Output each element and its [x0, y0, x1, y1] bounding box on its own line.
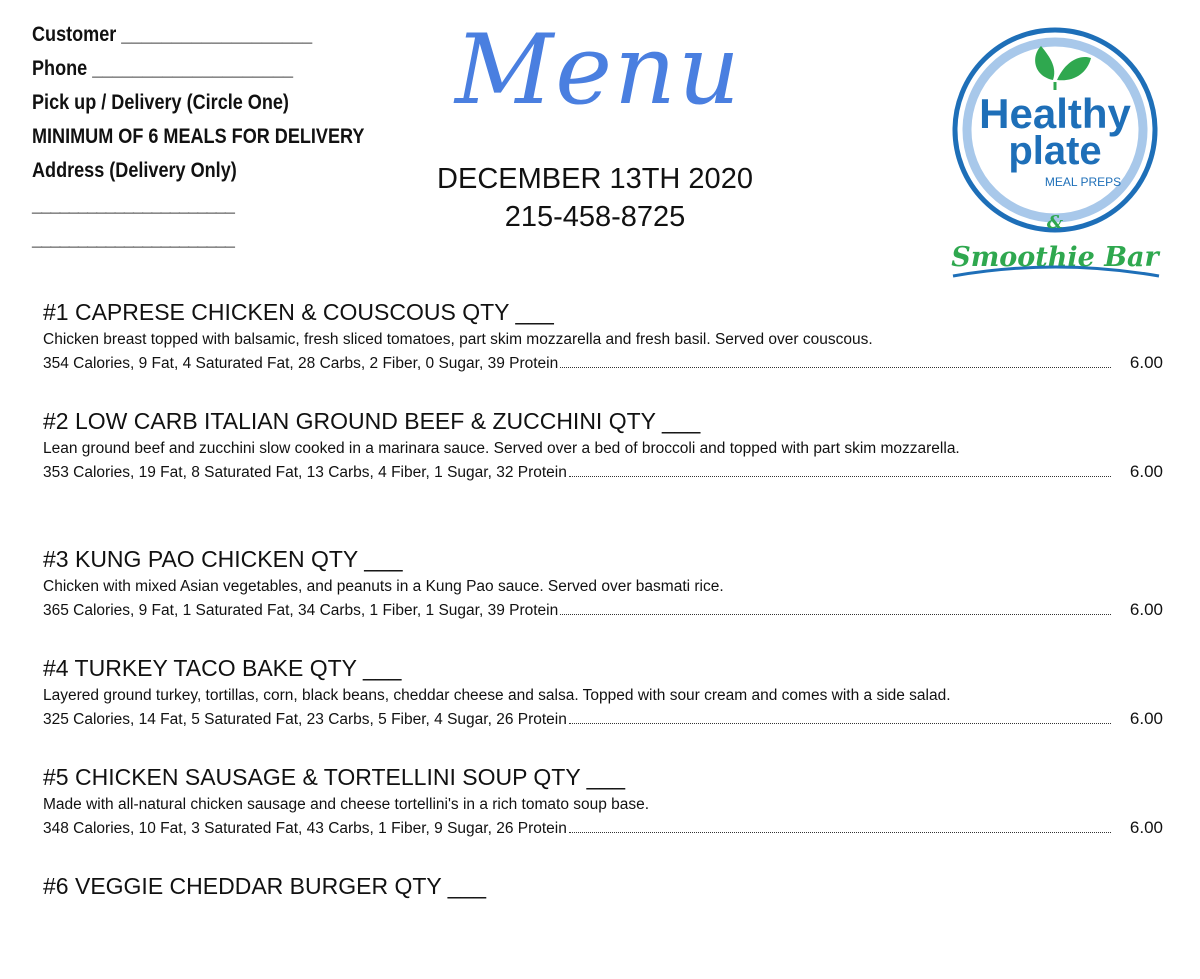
order-form — [32, 18, 376, 256]
menu-item — [43, 761, 1163, 870]
item-title: #4 TURKEY TACO BAKE QTY ___ — [43, 655, 402, 681]
item-price: 6.00 — [1129, 353, 1163, 372]
item-nutrition-row — [43, 460, 1163, 484]
logo-meal-preps-text: MEAL PREPS — [1044, 175, 1122, 189]
item-nutrition: 348 Calories, 10 Fat, 3 Saturated Fat, 43 Carbs, 1 Fiber, 9 Sugar, 26 Protein — [43, 820, 567, 837]
item-description: Chicken with mixed Asian vegetables, and peanuts in a Kung Pao sauce. Served over basmati rice. — [43, 578, 724, 595]
logo-plate-text: plate — [1008, 129, 1102, 173]
menu-title: Menu — [455, 14, 742, 126]
phone-field: Phone ____________________ — [32, 57, 294, 80]
address-line-2: ______________________ — [32, 227, 235, 250]
dot-leader — [569, 831, 1111, 833]
item-nutrition: 365 Calories, 9 Fat, 1 Saturated Fat, 34 Carbs, 1 Fiber, 1 Sugar, 39 Protein — [43, 602, 559, 619]
header-info — [420, 160, 770, 236]
delivery-minimum-note: MINIMUM OF 6 MEALS FOR DELIVERY — [32, 125, 365, 148]
menu-items — [43, 296, 1163, 979]
address-line-1: ______________________ — [32, 193, 235, 216]
item-description: Made with all-natural chicken sausage and cheese tortellini's in a rich tomato soup base. — [43, 796, 650, 813]
item-title: #2 LOW CARB ITALIAN GROUND BEEF & ZUCCHINI QTY ___ — [43, 408, 701, 434]
item-price: 6.00 — [1129, 462, 1163, 481]
item-nutrition: 353 Calories, 19 Fat, 8 Saturated Fat, 13 Carbs, 4 Fiber, 1 Sugar, 32 Protein — [43, 464, 567, 481]
address-label: Address (Delivery Only) — [32, 159, 237, 182]
menu-phone: 215-458-8725 — [504, 201, 686, 233]
menu-item — [43, 543, 1163, 652]
dot-leader — [569, 475, 1111, 477]
menu-item — [43, 652, 1163, 761]
item-nutrition-row — [43, 598, 1163, 622]
item-title: #3 KUNG PAO CHICKEN QTY ___ — [43, 546, 403, 572]
logo-smoothie-bar-text: Smoothie Bar — [951, 242, 1159, 273]
item-description: Chicken breast topped with balsamic, fresh sliced tomatoes, part skim mozzarella and fresh basil. Served over couscous. — [43, 331, 873, 348]
item-title: #1 CAPRESE CHICKEN & COUSCOUS QTY ___ — [43, 299, 554, 325]
menu-item — [43, 405, 1163, 543]
item-price: 6.00 — [1129, 818, 1163, 837]
logo-ampersand: & — [1046, 212, 1064, 233]
menu-date: DECEMBER 13TH 2020 — [437, 163, 753, 195]
menu-item — [43, 296, 1163, 405]
menu-item — [43, 870, 1163, 979]
item-price: 6.00 — [1129, 600, 1163, 619]
dot-leader — [569, 722, 1111, 724]
item-title: #5 CHICKEN SAUSAGE & TORTELLINI SOUP QTY ___ — [43, 764, 626, 790]
item-description: Layered ground turkey, tortillas, corn, black beans, cheddar cheese and salsa. Topped with sour cream and comes with a side salad. — [43, 687, 951, 704]
item-nutrition-row — [43, 351, 1163, 375]
pickup-delivery-field: Pick up / Delivery (Circle One) — [32, 91, 289, 114]
item-nutrition: 354 Calories, 9 Fat, 4 Saturated Fat, 28 Carbs, 2 Fiber, 0 Sugar, 39 Protein — [43, 355, 559, 372]
dot-leader — [560, 613, 1111, 615]
item-description: Lean ground beef and zucchini slow cooked in a marinara sauce. Served over a bed of broccoli and topped with part skim mozzarella. — [43, 440, 960, 457]
item-title: #6 VEGGIE CHEDDAR BURGER QTY ___ — [43, 873, 487, 899]
item-nutrition-row — [43, 816, 1163, 840]
item-nutrition: 325 Calories, 14 Fat, 5 Saturated Fat, 23 Carbs, 5 Fiber, 4 Sugar, 26 Protein — [43, 711, 567, 728]
item-nutrition-row — [43, 707, 1163, 731]
logo-healthy-text: Healthy — [979, 90, 1131, 137]
dot-leader — [560, 366, 1111, 368]
item-price: 6.00 — [1129, 709, 1163, 728]
customer-field: Customer ___________________ — [32, 23, 313, 46]
healthy-plate-logo — [945, 18, 1170, 288]
